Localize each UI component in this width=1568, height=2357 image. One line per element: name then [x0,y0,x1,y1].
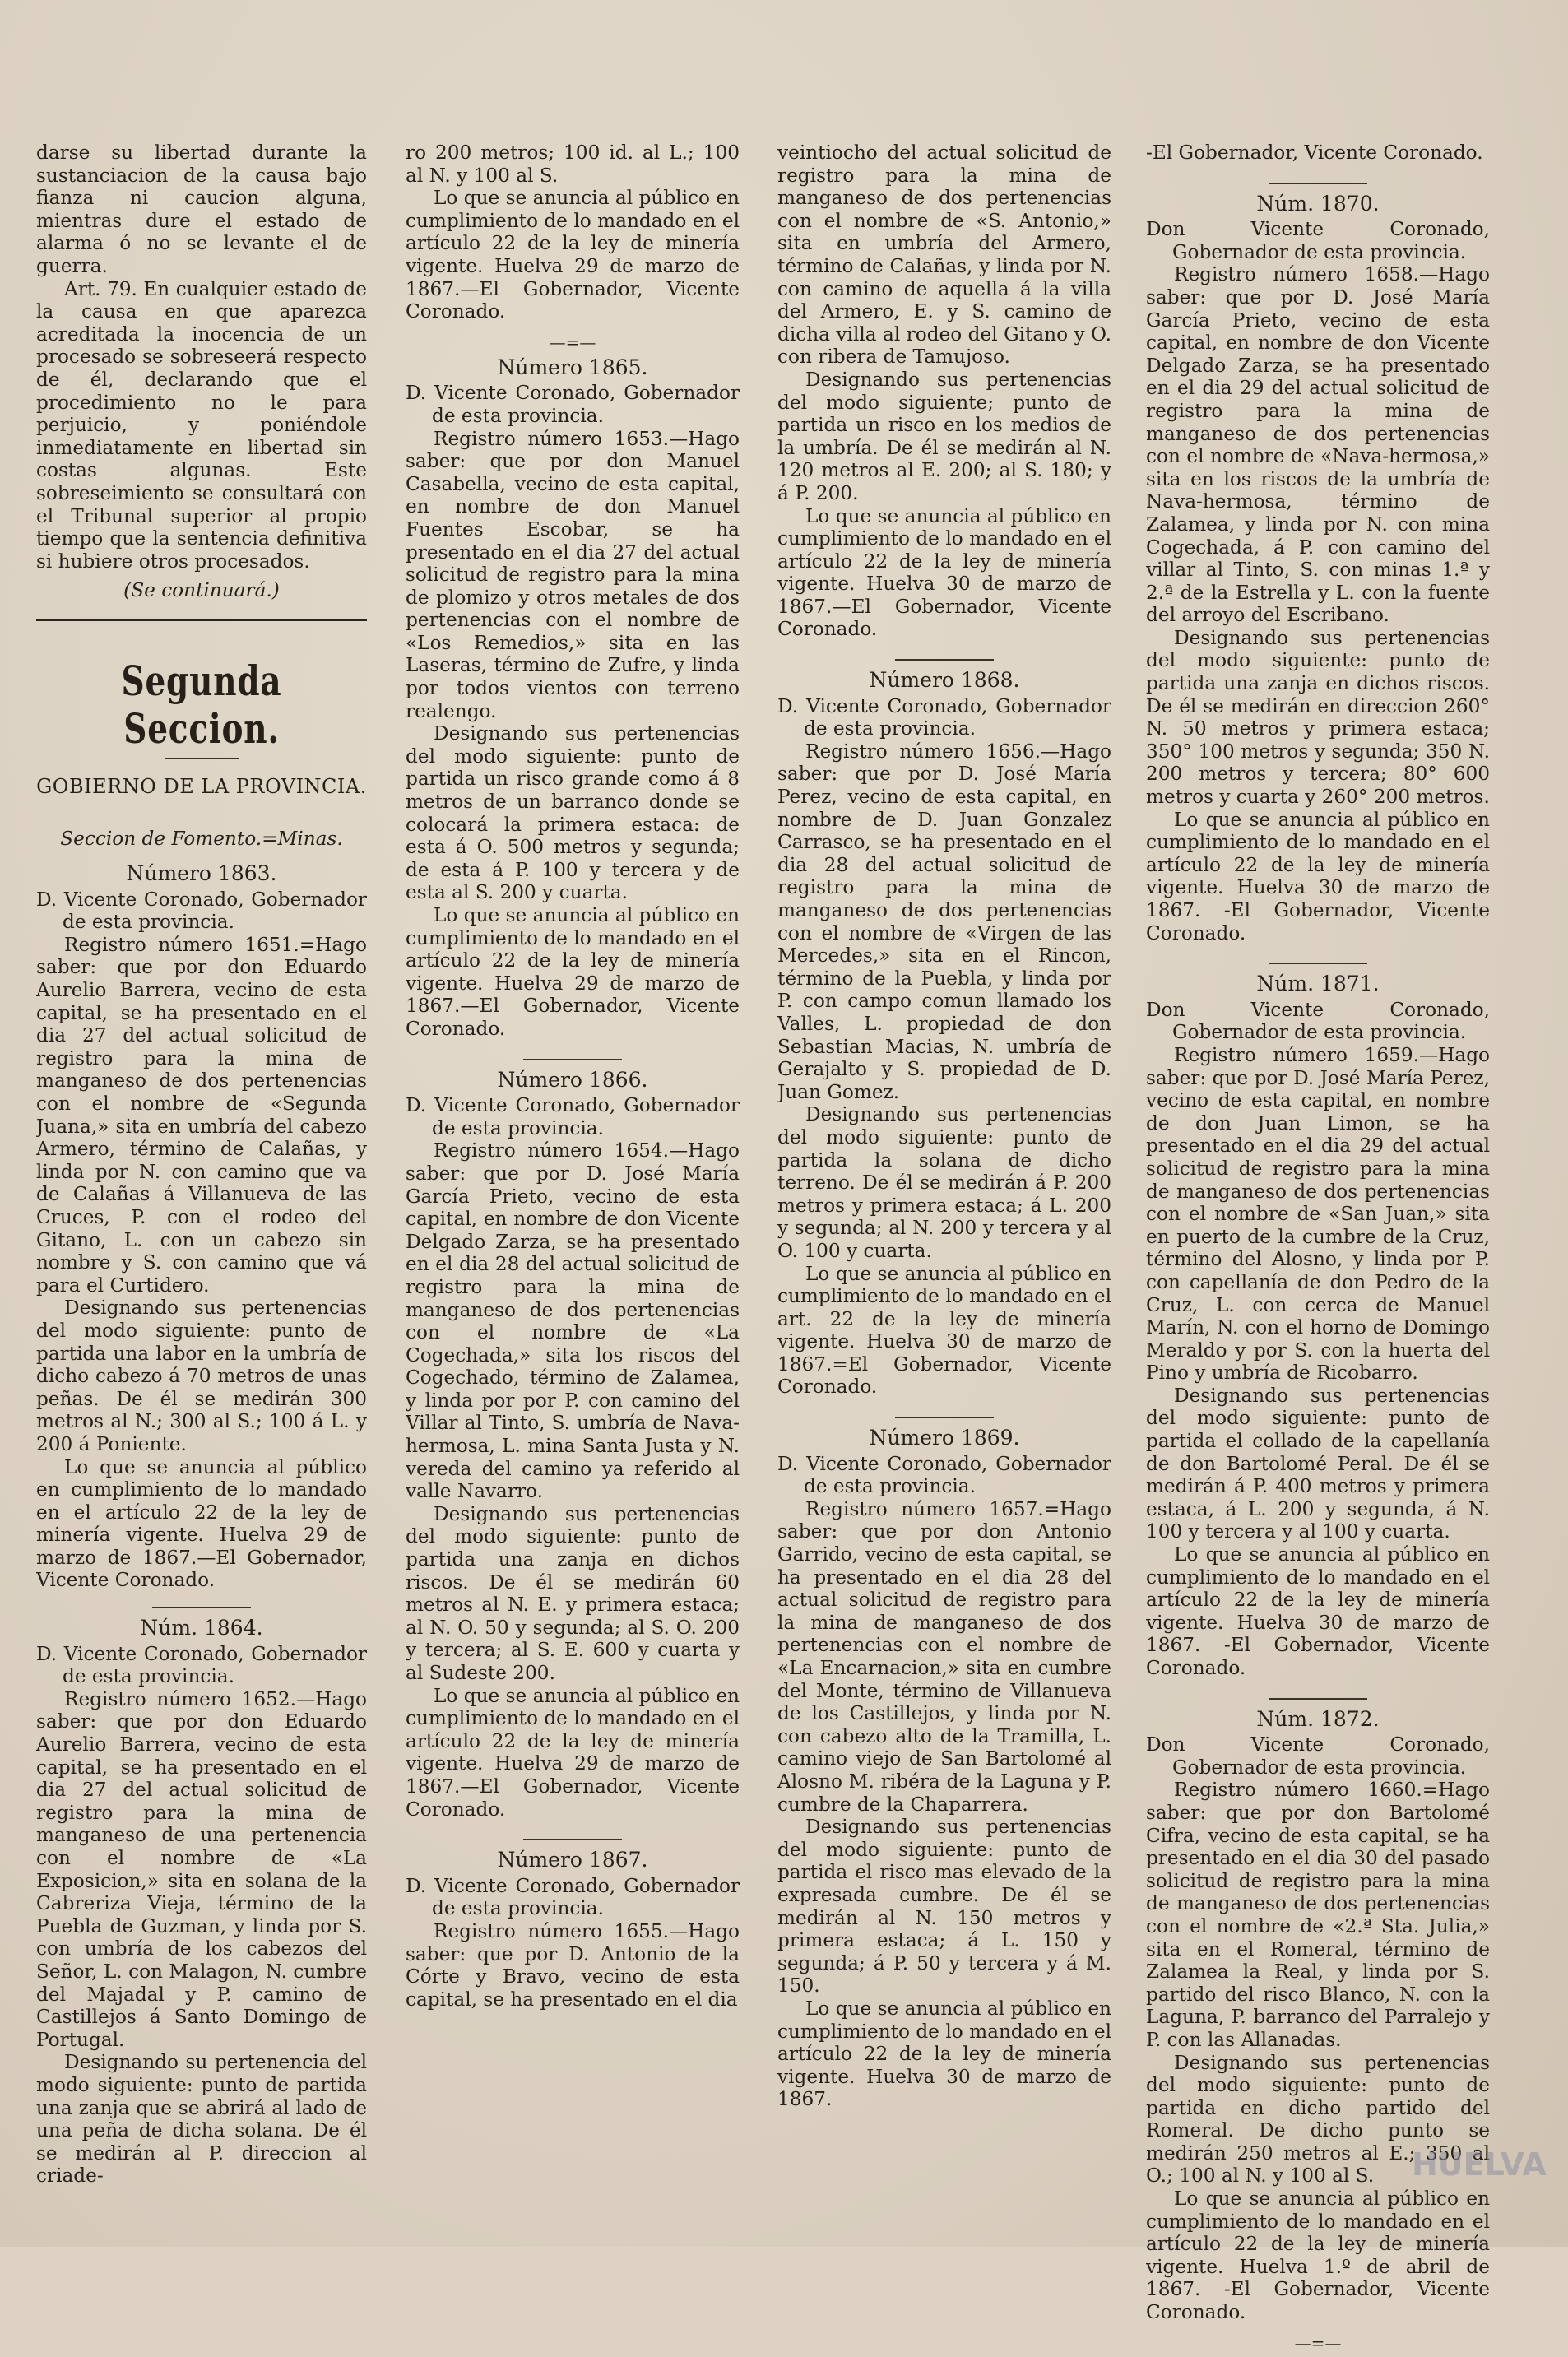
paragraph: Registro número 1655.—Hago saber: que por D. Antonio de la Córte y Bravo, vecino de esta capital, se ha presentado en el dia [406,1919,740,2011]
paragraph: Designando sus pertenencias del modo siguiente: punto de partida en dicho partido del Romeral. De dicho punto se medirán 250 metros al E.; 350 al O.; 100 al N. y 100 al S. [1146,2051,1490,2188]
library-watermark: HUELVA [1412,2146,1547,2183]
divider [895,659,994,661]
divider [523,1059,622,1060]
paragraph: Lo que se anuncia al público en cumplimiento de lo mandado en el artículo 22 de la ley de minería vigente. Huelva 30 de marzo de 1867.—El Gobernador, Vicente Coronado. [777,504,1111,641]
column-4 [1146,142,1490,2357]
section-heading: Segunda Seccion. [121,656,282,753]
paragraph: Designando sus pertenencias del modo siguiente: punto de partida la solana de dicho terreno. De él se medirán á P. 200 metros y primera estaca; á L. 200 y segunda; al N. 200 y tercera y al O. 100 y cuarta. [777,1103,1111,1262]
department-heading: GOBIERNO DE LA PROVINCIA. [36,774,367,798]
paragraph: darse su libertad durante la sustanciacion de la causa bajo fianza ni caucion alguna, mientras dure el estado de alarma ó no se levante el de guerra. [36,142,367,277]
notice-header: Don Vicente Coronado, Gobernador de esta provincia. [1146,218,1490,263]
notice-header: D. Vicente Coronado, Gobernador de esta provincia. [406,382,740,427]
notice-header: D. Vicente Coronado, Gobernador de esta provincia. [406,1874,740,1920]
paragraph: Lo que se anuncia al público en cumplimiento de lo mandado en el artículo 22 de la ley de minería vigente. Huelva 29 de marzo de 1867.—El Gobernador, Vicente Coronado. [406,187,740,323]
notice-header: D. Vicente Coronado, Gobernador de esta provincia. [777,694,1111,740]
column-3 [777,142,1111,2111]
paragraph: ro 200 metros; 100 id. al L.; 100 al N. y 100 al S. [406,142,740,187]
divider-mark: —=— [1294,2332,1342,2353]
paragraph: Designando sus pertenencias del modo siguiente: punto de partida una labor en la umbría de dicho cabezo á 70 metros de unas peñas. De él se medirán 300 metros al N.; 300 al S.; 100 á L. y 200 á Poniente. [36,1297,367,1455]
column-1 [36,142,367,2188]
paragraph: Registro número 1656.—Hago saber: que por D. José María Perez, vecino de esta capital, en nombre de D. Juan Gonzalez Carrasco, se ha presentado en el dia 28 del actual solicitud de registro para la mina de manganeso de dos pertenencias con el nombre de «Virgen de las Mercedes,» sita en el Rincon, término de la Puebla, y linda por P. con campo comun llamado los Valles, L. propiedad de don Sebastian Macias, N. umbría de Gerajalto y S. propiedad de D. Juan Gomez. [777,740,1111,1103]
paragraph: Registro número 1660.=Hago saber: que por don Bartolomé Cifra, vecino de esta capital, se ha presentado en el dia 30 del pasado solicitud de registro para la mina de manganeso de dos pertenencias con el nombre de «2.ª Sta. Julia,» sita en el Romeral, término de Zalamea la Real, y linda por S. partido del risco Blanco, N. con la Laguna, P. barranco del Parralejo y P. con las Allanadas. [1146,1779,1490,2051]
column-2 [406,142,740,2011]
paragraph: Lo que se anuncia al público en cumplimiento de lo mandado en el artículo 22 de la ley de minería vigente. Huelva 1.º de abril de 1867. -El Gobernador, Vicente Coronado. [1146,2188,1490,2324]
paragraph: Lo que se anuncia al público en cumplimiento de lo mandado en el art. 22 de la ley de minería vigente. Huelva 30 de marzo de 1867.=El Gobernador, Vicente Coronado. [777,1262,1111,1399]
paragraph: Registro número 1651.=Hago saber: que por don Eduardo Aurelio Barrera, vecino de esta capital, se ha presentado en el dia 27 del actual solicitud de registro para la mina de manganeso de dos pertenencias con el nombre de «Segunda Juana,» sita en umbría del cabezo Armero, término de Calañas, y linda por N. con camino que va de Calañas á Villanueva de las Cruces, P. con el rodeo del Gitano, L. con un cabezo sin nombre y S. con camino que vá para el Curtidero. [36,933,367,1297]
paragraph: Registro número 1657.=Hago saber: que por don Antonio Garrido, vecino de esta capital, se ha presentado en el dia 28 del actual solicitud de registro para la mina de manganeso de dos pertenencias con el nombre de «La Encarnacion,» sita en cumbre del Monte, término de Villanueva de los Castillejos, y linda por N. con cabezo alto de la Tramilla, L. camino viejo de San Bartolomé al Alosno M. ribéra de la Laguna y P. cumbre de la Chaparrera. [777,1497,1111,1816]
paragraph: Registro número 1659.—Hago saber: que por D. José María Perez, vecino de esta capital, en nombre de don Juan Limon, se ha presentado en el dia 29 del actual solicitud de registro para la mina de manganeso de dos pertenencias con el nombre de «San Juan,» sita en puerto de la cumbre de la Cruz, término del Alosno, y linda por P. con capellanía de don Pedro de la Cruz, L. con cerca de Manuel Marín, N. con el horno de Domingo Meraldo y por S. con la huerta del Pino y umbría de Ricobarro. [1146,1043,1490,1385]
notice-number: Núm. 1871. [1256,972,1380,996]
notice-header: D. Vicente Coronado, Gobernador de esta provincia. [36,888,367,934]
divider [152,1607,251,1608]
paragraph: Designando sus pertenencias del modo siguiente: punto de partida una zanja en dichos riscos. De él se medirán en direccion 260° N. 50 metros y primera estaca; 350° 100 metros y segunda; 350 N. 200 metros y tercera; 80° 600 metros y cuarta y 260° 200 metros. [1146,626,1490,809]
paragraph: Lo que se anuncia al público en cumplimiento de lo mandado en el artículo 22 de la ley de minería vigente. Huelva 30 de marzo de 1867. -El Gobernador, Vicente Coronado. [1146,1543,1490,1679]
notice-number: Número 1866. [497,1067,648,1092]
paragraph: Lo que se anuncia al público en cumplimiento de lo mandado en el artículo 22 de la ley de minería vigente. Huelva 29 de marzo de 1867.—El Gobernador, Vicente Coronado. [406,904,740,1040]
notice-number: Número 1869. [869,1426,1020,1450]
divider [1269,183,1367,184]
paragraph: Art. 79. En cualquier estado de la causa en que aparezca acreditada la inocencia de un procesado se sobreseerá respecto de él, declarando que el procedimiento no le para perjuicio, y poniéndole inmediatamente en libertad sin costas algunas. Este sobreseimiento se consultará con el Tribunal superior al propio tiempo que la sentencia definitiva si hubiere otros procesados. [36,277,367,573]
paragraph: Lo que se anuncia al público en cumplimiento de lo mandado en el artículo 22 de la ley de minería vigente. Huelva 29 de marzo de 1867.—El Gobernador, Vicente Coronado. [36,1455,367,1592]
paragraph: Registro número 1654.—Hago saber: que por D. José María García Prieto, vecino de esta capital, en nombre de don Vicente Delgado Zarza, se ha presentado en el dia 28 del actual solicitud de registro para la mina de manganeso de dos pertenencias con el nombre de «La Cogechada,» sita los riscos del Cogechado, término de Zalamea, y linda por por P. con camino del Villar al Tinto, S. umbría de Nava-hermosa, L. mina Santa Justa y N. vereda del camino ya referido al valle Navarro. [406,1139,740,1503]
notice-number: Número 1867. [497,1848,648,1872]
notice-number: Núm. 1870. [1256,191,1380,216]
paragraph: -El Gobernador, Vicente Coronado. [1146,142,1483,164]
double-rule [36,619,367,624]
notice-header: D. Vicente Coronado, Gobernador de esta provincia. [777,1452,1111,1498]
divider-mark: —=— [549,332,596,352]
paragraph: Designando sus pertenencias del modo siguiente: punto de partida el collado de la capellanía de don Bartolomé Peral. De él se medirán á P. 400 metros y primera estaca, á L. 200 y segunda, á N. 100 y tercera y al 100 y cuarta. [1146,1384,1490,1543]
subsection-heading: Seccion de Fomento.=Minas. [60,828,343,851]
paragraph: Designando sus pertenencias del modo siguiente: punto de partida el risco mas elevado de la expresada cumbre. De él se medirán al N. 150 metros y primera estaca; á L. 150 y segunda; á P. 50 y tercera y á M. 150. [777,1816,1111,1997]
notice-header: Don Vicente Coronado, Gobernador de esta provincia. [1146,1733,1490,1779]
notice-header: Don Vicente Coronado, Gobernador de esta provincia. [1146,998,1490,1044]
paragraph: Lo que se anuncia al público en cumplimiento de lo mandado en el artículo 22 de la ley de minería vigente. Huelva 30 de marzo de 1867. -El Gobernador, Vicente Coronado. [1146,808,1490,944]
divider [1269,963,1367,964]
notice-header: D. Vicente Coronado, Gobernador de esta provincia. [36,1642,367,1688]
notice-number: Número 1868. [869,668,1020,693]
paragraph: Lo que se anuncia al público en cumplimiento de lo mandado en el artículo 22 de la ley de minería vigente. Huelva 30 de marzo de 1867. [777,1997,1111,2111]
paragraph: Registro número 1658.—Hago saber: que por D. José María García Prieto, vecino de esta capital, en nombre de don Vicente Delgado Zarza, se ha presentado en el dia 29 del actual solicitud de registro para la mina de manganeso de dos pertenencias con el nombre de «Nava-hermosa,» sita en los riscos de la umbría de Nava-hermosa, término de Zalamea, y linda por N. con mina Cogechada, á P. con camino del villar al Tinto, S. con minas 1.ª y 2.ª de la Estrella y L. con la fuente del arroyo del Escribano. [1146,263,1490,627]
notice-number: Núm. 1864. [140,1616,263,1640]
continuation-note: (Se continuará.) [123,579,280,602]
paragraph: Designando su pertenencia del modo siguiente: punto de partida una zanja que se abrirá al lado de una peña de dicha solana. De él se medirán al P. direccion al criade- [36,2051,367,2188]
divider [1269,1698,1367,1700]
divider [895,1417,994,1418]
notice-number: Núm. 1872. [1256,1706,1380,1731]
divider [523,1839,622,1840]
divider [165,758,239,759]
paragraph: veintiocho del actual solicitud de registro para la mina de manganeso de dos pertenencias con el nombre de «S. Antonio,» sita en umbría del Armero, término de Calañas, y linda por N. con camino de aquella á la villa del Armero, E. y S. camino de dicha villa al rodeo del Gitano y O. con ribera de Tamujoso. [777,142,1111,369]
paragraph: Designando sus pertenencias del modo siguiente; punto de partida un risco en los medios de la umbría. De él se medirán al N. 120 metros al E. 200; al S. 180; y á P. 200. [777,368,1111,504]
paragraph: Designando sus pertenencias del modo siguiente: punto de partida un risco grande como á 8 metros de un barranco donde se colocará la primera estaca: de esta á O. 500 metros y segunda; de esta á P. 100 y tercera y de esta al S. 200 y cuarta. [406,722,740,904]
paragraph: Registro número 1653.—Hago saber: que por don Manuel Casabella, vecino de esta capital, en nombre de don Manuel Fuentes Escobar, se ha presentado en el dia 27 del actual solicitud de registro para la mina de plomizo y otros metales de dos pertenencias con el nombre de «Los Remedios,» sita en las Laseras, término de Zufre, y linda por todos vientos con terreno realengo. [406,427,740,722]
notice-number: Número 1865. [497,355,648,379]
paragraph: Lo que se anuncia al público en cumplimiento de lo mandado en el artículo 22 de la ley de minería vigente. Huelva 29 de marzo de 1867.—El Gobernador, Vicente Coronado. [406,1684,740,1821]
notice-header: D. Vicente Coronado, Gobernador de esta provincia. [406,1094,740,1139]
paragraph: Registro número 1652.—Hago saber: que por don Eduardo Aurelio Barrera, vecino de esta capital, se ha presentado en el dia 27 del actual solicitud de registro para la mina de manganeso de una pertenencia con el nombre de «La Exposicion,» sita en solana de la Cabreriza Vieja, término de la Puebla de Guzman, y linda por S. con umbría de los cabezos del Señor, L. con Malagon, N. cumbre del Majadal y P. camino de Castillejos á Santo Domingo de Portugal. [36,1687,367,2051]
paragraph: Designando sus pertenencias del modo siguiente: punto de partida una zanja en dichos riscos. De él se medirán 60 metros al N. E. y primera estaca; al N. O. 50 y segunda; al S. O. 200 y tercera; al S. E. 600 y cuarta y al Sudeste 200. [406,1502,740,1684]
notice-number: Número 1863. [126,861,277,886]
